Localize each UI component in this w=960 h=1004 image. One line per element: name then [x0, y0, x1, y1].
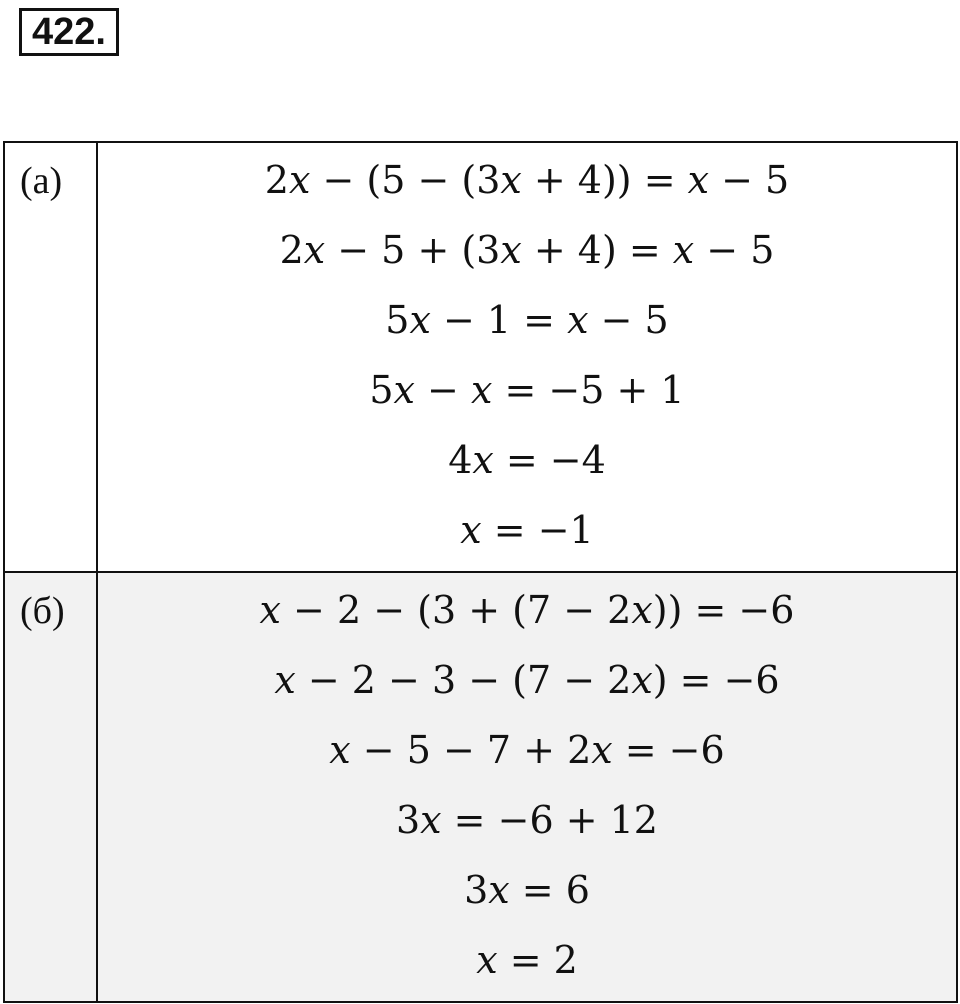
equation-step: 5𝑥 − 1 = 𝑥 − 5	[385, 298, 669, 342]
equation-step: 𝑥 = 2	[476, 938, 578, 982]
equation-step: 2𝑥 − 5 + (3𝑥 + 4) = 𝑥 − 5	[279, 228, 775, 272]
part-b-steps	[97, 572, 957, 1002]
equation-step: 𝑥 − 5 − 7 + 2𝑥 = −6	[329, 728, 725, 772]
equation-step: 3𝑥 = −6 + 12	[396, 798, 658, 842]
equation-step: 𝑥 = −1	[460, 508, 594, 552]
part-a-row	[4, 142, 957, 572]
equation-step: 3𝑥 = 6	[464, 868, 590, 912]
part-b-label: (б)	[4, 572, 97, 1002]
solution-table	[3, 141, 958, 1003]
equation-step: 5𝑥 − 𝑥 = −5 + 1	[369, 368, 685, 412]
part-a-steps	[97, 142, 957, 572]
equation-step: 𝑥 − 2 − (3 + (7 − 2𝑥)) = −6	[259, 588, 795, 632]
equation-step: 𝑥 − 2 − 3 − (7 − 2𝑥) = −6	[274, 658, 780, 702]
part-a-label: (а)	[4, 142, 97, 572]
problem-number: 422.	[19, 8, 119, 56]
equation-step: 4𝑥 = −4	[448, 438, 606, 482]
equation-step: 2𝑥 − (5 − (3𝑥 + 4)) = 𝑥 − 5	[264, 158, 790, 202]
part-b-row	[4, 572, 957, 1002]
